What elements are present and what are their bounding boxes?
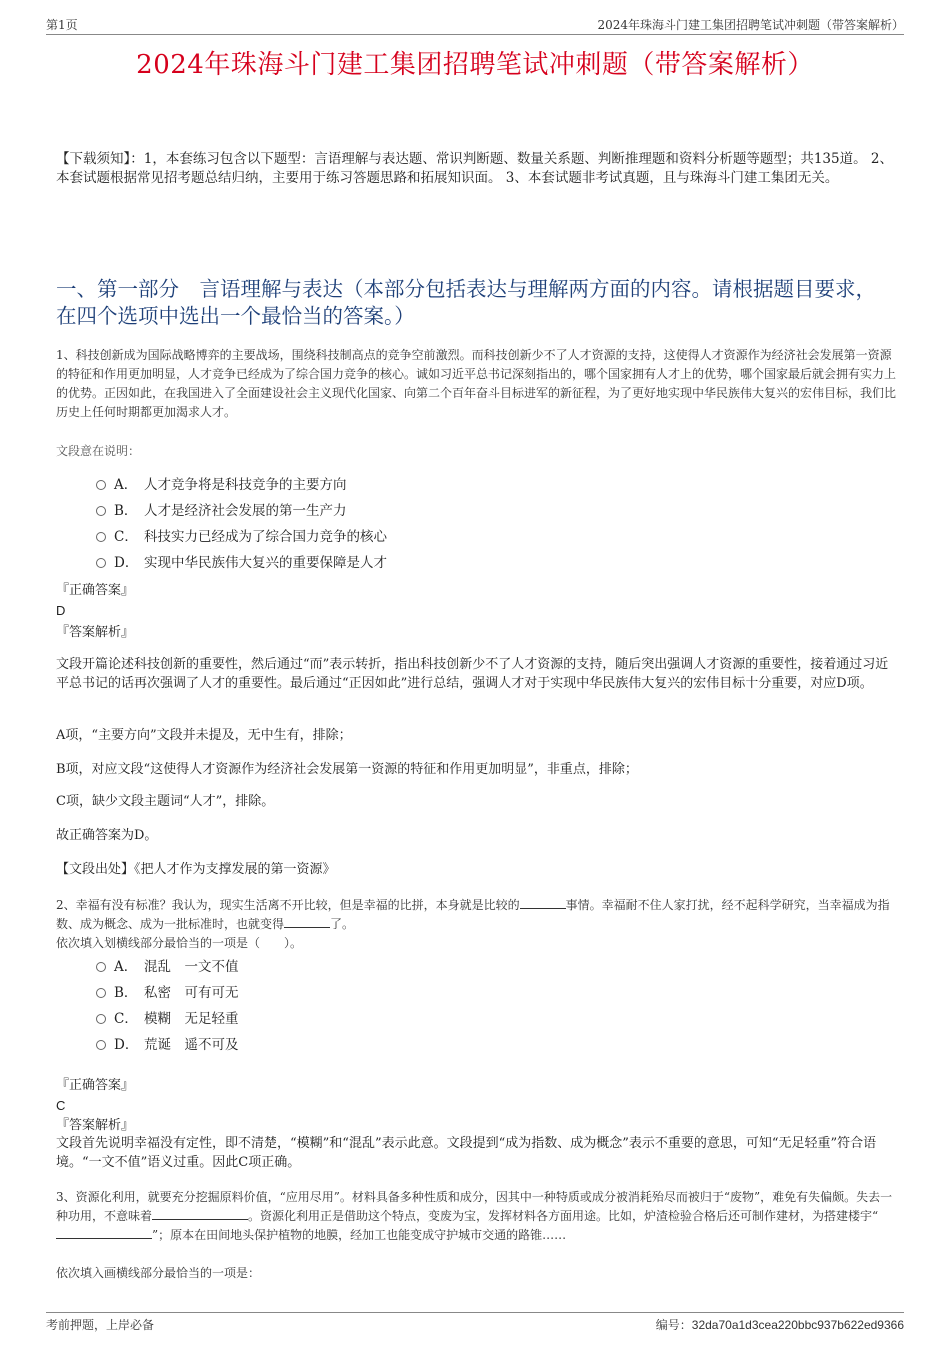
- fill-blank: [152, 1207, 248, 1220]
- radio-icon[interactable]: [96, 480, 106, 490]
- download-notice: 【下载须知】：1，本套练习包含以下题型：言语理解与表达题、常识判断题、数量关系题、判断推理题和资料分析题等题型；共135道。 2、本套试题根据常见招考题总结归纳，主要用于练习答题思路和拓展知识面。 3、本套试题非考试真题，且与珠海斗门建工集团无关。: [56, 151, 893, 186]
- radio-icon[interactable]: [96, 506, 106, 516]
- page-footer: [46, 1312, 904, 1331]
- radio-icon[interactable]: [96, 532, 106, 542]
- q3-prompt: 依次填入画横线部分最恰当的一项是：: [56, 1266, 261, 1280]
- q2-answer: C: [56, 1098, 66, 1113]
- q1-option-a[interactable]: A． 人才竞争将是科技竞争的主要方向: [96, 472, 696, 498]
- q1-answer: D: [56, 603, 66, 618]
- q1-option-b[interactable]: B． 人才是经济社会发展的第一生产力: [96, 498, 696, 524]
- radio-icon[interactable]: [96, 988, 106, 998]
- page-header: [46, 14, 904, 35]
- q2-options: [96, 954, 696, 1058]
- q1-stem: 1、科技创新成为国际战略博弈的主要战场，围绕科技制高点的竞争空前激烈。而科技创新少不了人才资源的支持，这使得人才资源作为经济社会发展第一资源的特征和作用更加明显，人才竞争已经成为了综合国力竞争的核心。诚如习近平总书记深刻指出的，哪个国家拥有人才上的优势，哪个国家最后就会拥有实力上的优势。正因如此，在我国进入了全面建设社会主义现代化国家、向第二个百年奋斗目标进军的新征程，为了更好地实现中华民族伟大复兴的宏伟目标，我们比历史上任何时期都更加渴求人才。: [56, 348, 897, 419]
- q1-conclusion: 故正确答案为D。: [56, 828, 158, 843]
- radio-icon[interactable]: [96, 558, 106, 568]
- radio-icon[interactable]: [96, 1014, 106, 1024]
- q1-prompt: 文段意在说明：: [56, 444, 141, 458]
- q1-source: 【文段出处】《把人才作为支撑发展的第一资源》: [56, 862, 336, 877]
- q1-note-b: B项，对应文段“这使得人才资源作为经济社会发展第一资源的特征和作用更加明显”，非重点，排除；: [56, 762, 638, 777]
- q2-prompt: 依次填入划横线部分最恰当的一项是（ ）。: [56, 936, 303, 950]
- q2-option-c[interactable]: C． 模糊 无足轻重: [96, 1006, 696, 1032]
- q1-option-c[interactable]: C． 科技实力已经成为了综合国力竞争的核心: [96, 524, 696, 550]
- q2-option-d[interactable]: D． 荒诞 遥不可及: [96, 1032, 696, 1058]
- q2-analysis-label: 『答案解析』: [56, 1118, 135, 1133]
- q2-option-b[interactable]: B． 私密 可有可无: [96, 980, 696, 1006]
- footer-id: 编号：32da70a1d3cea220bbc937b622ed9366: [655, 1318, 904, 1332]
- section-heading: 一、第一部分 言语理解与表达（本部分包括表达与理解两方面的内容。请根据题目要求，在四个选项中选出一个最恰当的答案。）: [56, 277, 876, 328]
- page-number: 第1页: [46, 18, 78, 32]
- fill-blank: [284, 916, 330, 928]
- q2-stem: 2、幸福有没有标准？我认为，现实生活离不开比较，但是幸福的比拼，本身就是比较的 事情。幸福耐不住人家打扰，经不起科学研究，当幸福成为指数、成为概念、成为一批标准时，也就变得 了。: [56, 898, 890, 931]
- q1-note-a: A项，“主要方向”文段并未提及，无中生有，排除；: [56, 728, 352, 743]
- q1-options: [96, 472, 696, 576]
- q1-option-d[interactable]: D． 实现中华民族伟大复兴的重要保障是人才: [96, 550, 696, 576]
- page-title: 2024年珠海斗门建工集团招聘笔试冲刺题（带答案解析）: [136, 50, 814, 80]
- radio-icon[interactable]: [96, 1040, 106, 1050]
- header-doc-title: 2024年珠海斗门建工集团招聘笔试冲刺题（带答案解析）: [597, 18, 904, 32]
- q2-answer-label: 『正确答案』: [56, 1078, 135, 1093]
- q3-stem: 3、资源化利用，就要充分挖掘原料价值，“应用尽用”。材料具备多种性质和成分，因其中一种特质或成分被消耗殆尽而被归于“废物”，难免有失偏颇。失去一种功用，不意味着 。资源化利用正是借助这个特点，变废为宝，发挥材料各方面用途。比如，炉渣检验合格后还可制作建材，为搭建楼宇“”；原本在田间地头保护植物的地膜，经加工也能变成守护城市交通的路锥……: [56, 1190, 893, 1242]
- q1-answer-label: 『正确答案』: [56, 583, 135, 598]
- q1-analysis: 文段开篇论述科技创新的重要性，然后通过“而”表示转折，指出科技创新少不了人才资源的支持，随后突出强调人才资源的重要性，接着通过习近平总书记的话再次强调了人才的重要性。最后通过“正因如此”进行总结，强调人才对于实现中华民族伟大复兴的宏伟目标十分重要，对应D项。: [56, 657, 889, 691]
- q1-analysis-label: 『答案解析』: [56, 625, 135, 640]
- q2-option-a[interactable]: A． 混乱 一文不值: [96, 954, 696, 980]
- radio-icon[interactable]: [96, 962, 106, 972]
- fill-blank: [56, 1226, 152, 1239]
- q1-note-c: C项，缺少文段主题词“人才”，排除。: [56, 794, 275, 809]
- footer-slogan: 考前押题，上岸必备: [46, 1318, 155, 1332]
- fill-blank: [520, 897, 566, 909]
- q2-analysis: 文段首先说明幸福没有定性，即不清楚，“模糊”和“混乱”表示此意。文段提到“成为指数、成为概念”表示不重要的意思，可知“无足轻重”符合语境。“一文不值”语义过重。因此C项正确。: [56, 1136, 877, 1170]
